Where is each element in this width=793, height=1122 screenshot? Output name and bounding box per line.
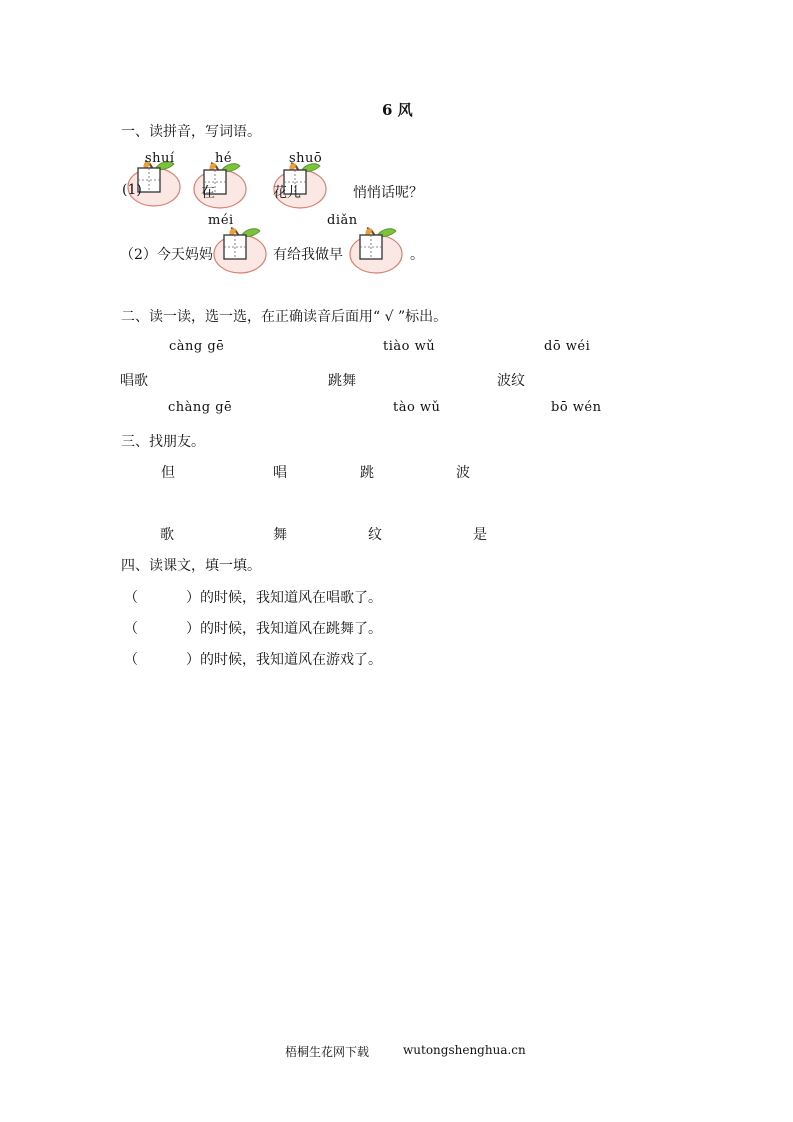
pinyin-dian: diǎn bbox=[327, 213, 358, 228]
fill-blank-2[interactable] bbox=[142, 618, 184, 636]
footer-site-url[interactable]: wutongshenghua.cn bbox=[403, 1043, 526, 1057]
pinyin-option-chang-ge[interactable]: chàng gē bbox=[168, 400, 233, 415]
word-bo-wen: 波纹 bbox=[497, 373, 525, 389]
pinyin-option-do-wei[interactable]: dō wéi bbox=[544, 339, 591, 354]
pinyin-shui: shuí bbox=[145, 151, 175, 166]
fill-line-2-close: ）的时候，我知道风在跳舞了。 bbox=[186, 621, 382, 637]
match-char-chang[interactable]: 唱 bbox=[273, 465, 287, 481]
pinyin-shuo: shuō bbox=[289, 151, 323, 166]
pinyin-option-tao-wu[interactable]: tào wǔ bbox=[393, 400, 441, 415]
pinyin-he: hé bbox=[215, 151, 233, 166]
page-title: 6 风 bbox=[382, 101, 413, 119]
fill-line-3-open: （ bbox=[124, 652, 138, 668]
line2-prefix: （2）今天妈妈 bbox=[120, 247, 213, 263]
line1-mid2: 花儿 bbox=[273, 185, 301, 201]
line1-suffix: 悄悄话呢？ bbox=[353, 185, 423, 201]
match-char-ge[interactable]: 歌 bbox=[160, 527, 174, 543]
section3-heading: 三、找朋友。 bbox=[121, 434, 205, 450]
line2-suffix: 。 bbox=[410, 247, 424, 263]
fill-line-2-open: （ bbox=[124, 621, 138, 637]
apple-writing-box-4[interactable] bbox=[212, 225, 268, 275]
match-char-tiao[interactable]: 跳 bbox=[360, 465, 374, 481]
fill-line-1-open: （ bbox=[124, 590, 138, 606]
pinyin-option-bo-wen[interactable]: bō wén bbox=[551, 400, 602, 415]
word-chang-ge: 唱歌 bbox=[120, 373, 148, 389]
line1-mid1: 在 bbox=[201, 185, 215, 201]
fill-blank-1[interactable] bbox=[142, 587, 184, 605]
pinyin-option-tiao-wu[interactable]: tiào wǔ bbox=[383, 339, 436, 354]
line1-prefix: (1) bbox=[122, 182, 142, 198]
fill-line-1-close: ）的时候，我知道风在唱歌了。 bbox=[186, 590, 382, 606]
section1-heading: 一、读拼音，写词语。 bbox=[121, 124, 261, 140]
match-char-bo[interactable]: 波 bbox=[456, 465, 470, 481]
match-char-wu[interactable]: 舞 bbox=[273, 527, 287, 543]
fill-line-3-close: ）的时候，我知道风在游戏了。 bbox=[186, 652, 382, 668]
fill-blank-3[interactable] bbox=[142, 649, 184, 667]
apple-writing-box-5[interactable] bbox=[348, 225, 404, 275]
pinyin-option-cang-ge[interactable]: càng gē bbox=[169, 339, 225, 354]
section4-heading: 四、读课文，填一填。 bbox=[121, 558, 261, 574]
match-char-shi[interactable]: 是 bbox=[473, 527, 487, 543]
match-char-wen[interactable]: 纹 bbox=[368, 527, 382, 543]
match-char-dan[interactable]: 但 bbox=[161, 465, 175, 481]
pinyin-mei: méi bbox=[208, 213, 234, 228]
footer-site-name: 梧桐生花网下载 bbox=[285, 1045, 370, 1059]
line2-mid: 有给我做早 bbox=[273, 247, 343, 263]
section2-heading: 二、读一读，选一选，在正确读音后面用“ √ ”标出。 bbox=[121, 309, 448, 325]
word-tiao-wu: 跳舞 bbox=[328, 373, 356, 389]
